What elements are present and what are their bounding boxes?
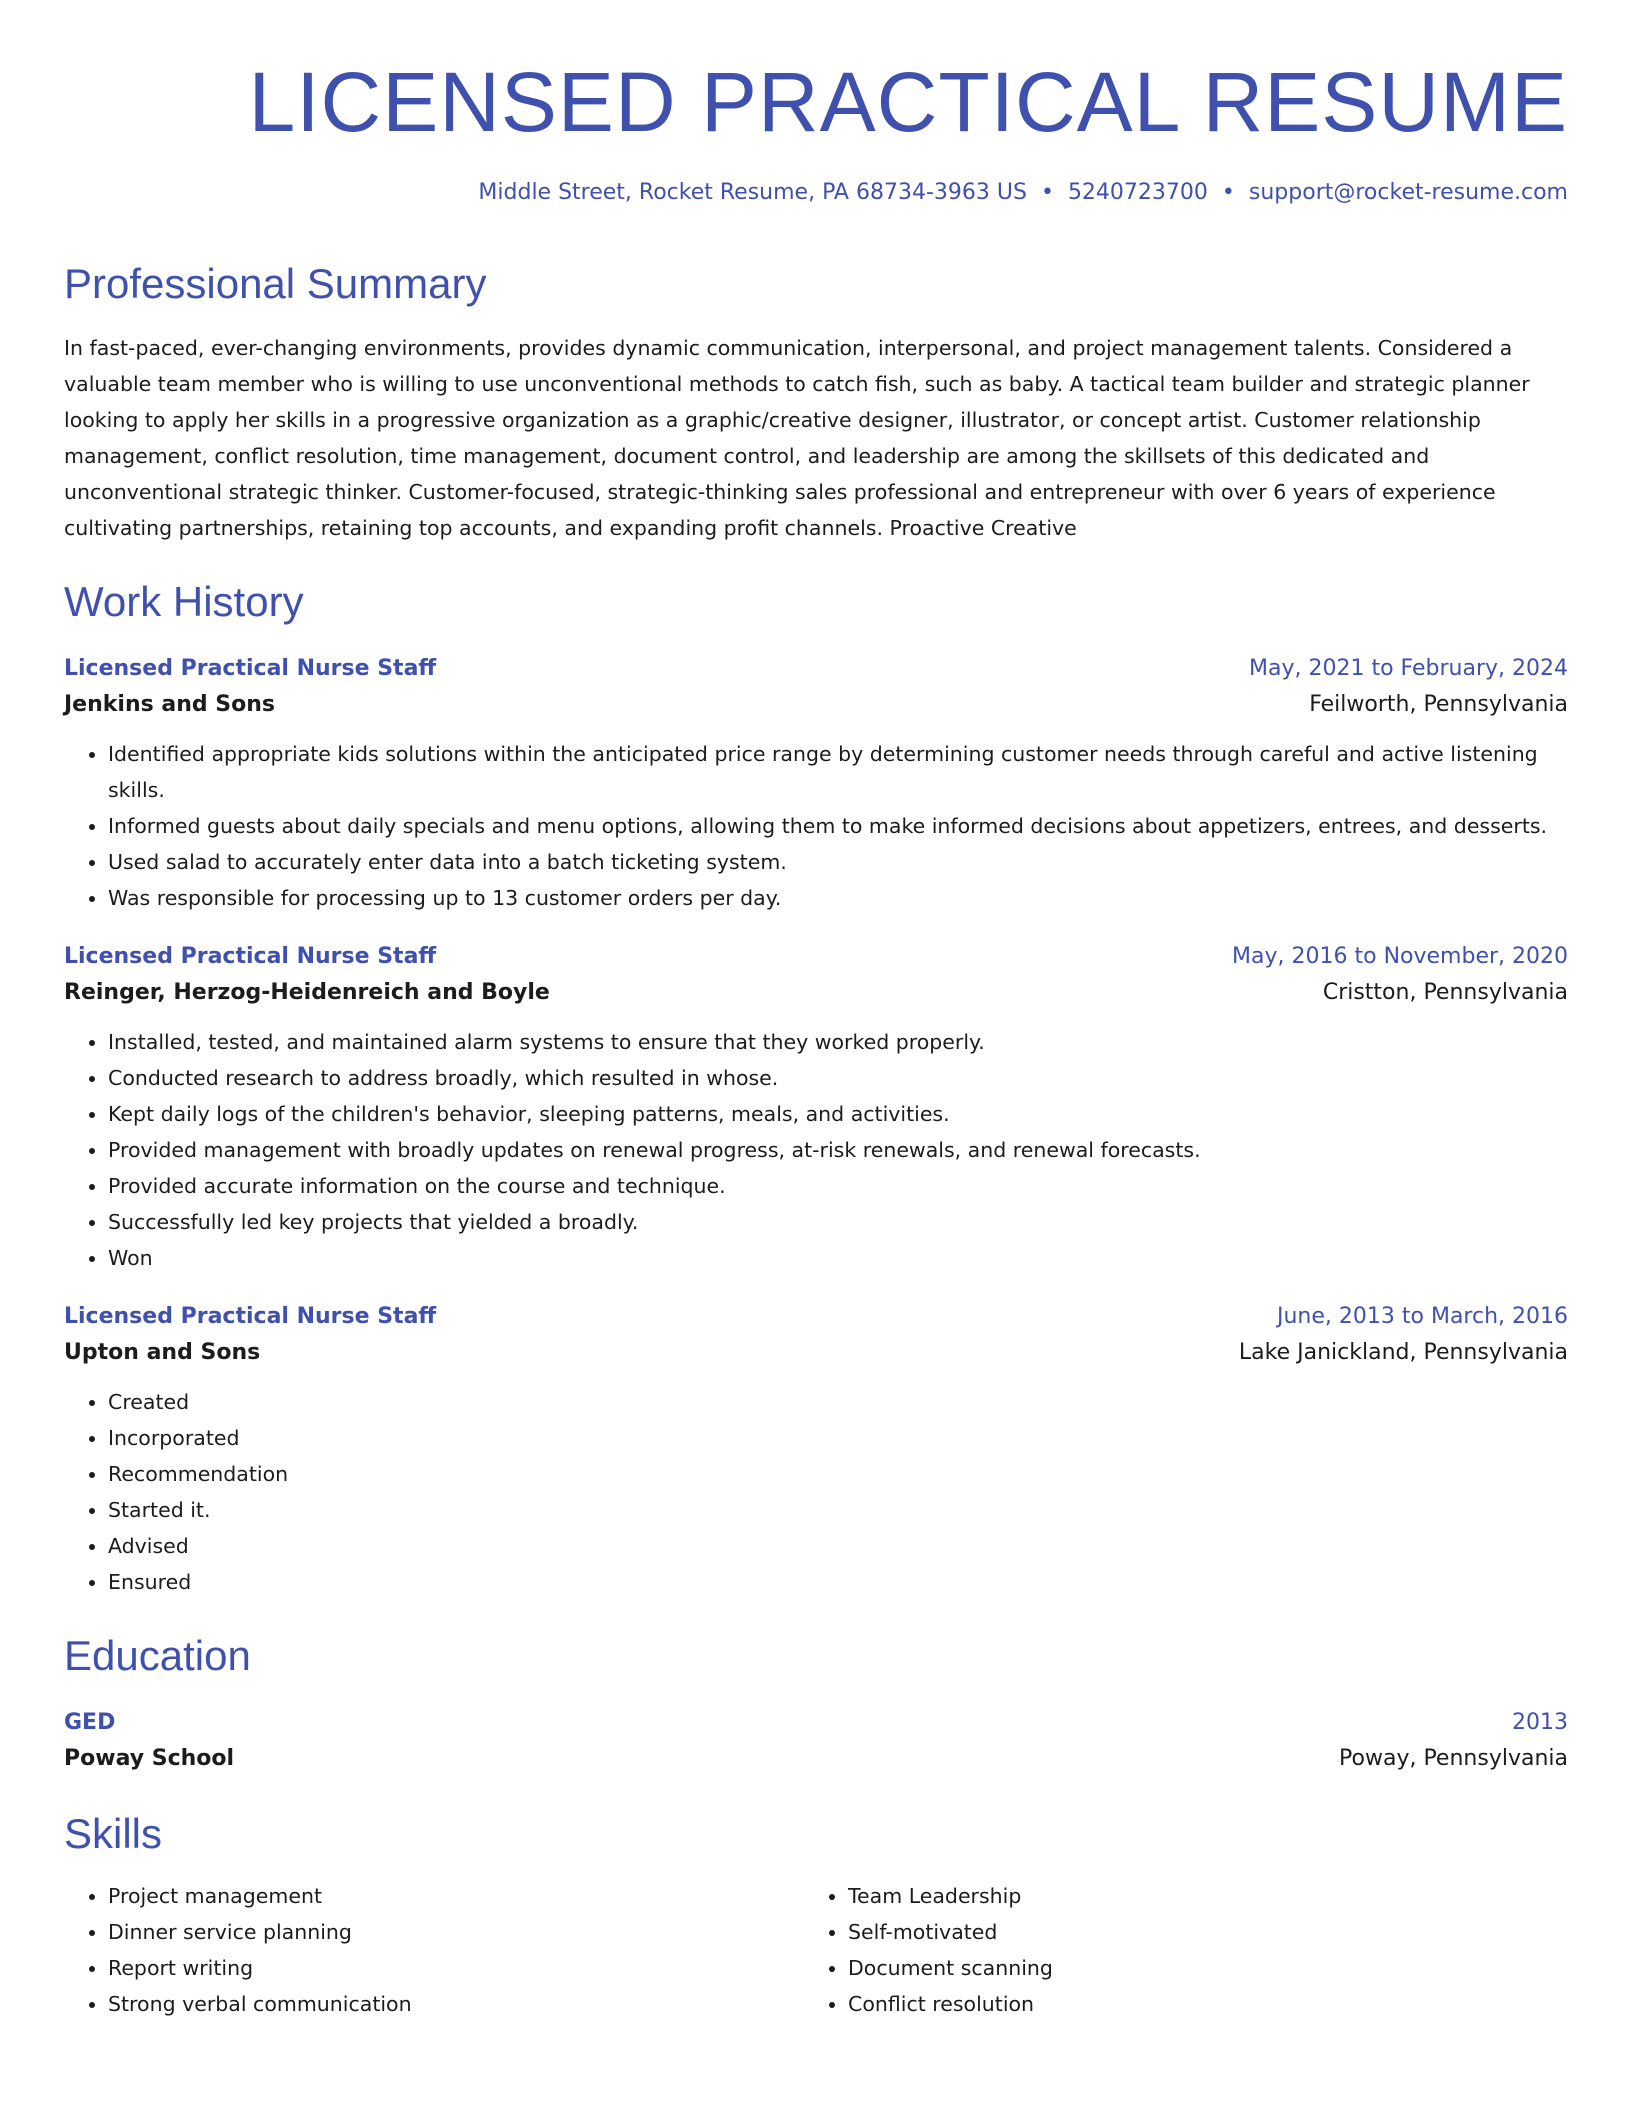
bullet-item: • Created: [108, 1384, 1568, 1420]
bullet-item: • Incorporated: [108, 1420, 1568, 1456]
bullet-item: • Successfully led key projects that yielded a broadly.: [108, 1204, 1568, 1240]
bullet-item: • Provided accurate information on the course and technique.: [108, 1168, 1568, 1204]
skills-column-left: [64, 1878, 804, 2022]
bullet-item: • Won: [108, 1240, 1568, 1276]
job-company: Reinger, Herzog-Heidenreich and Boyle: [64, 980, 550, 1005]
job-bullets: [64, 736, 1568, 916]
skill-item: • Report writing: [108, 1950, 804, 1986]
job-company: Upton and Sons: [64, 1340, 261, 1365]
work-history-section: [64, 576, 1568, 1600]
skills-list: [804, 1878, 1544, 2022]
education-location: Poway, Pennsylvania: [1339, 1746, 1568, 1771]
contact-line: [64, 178, 1568, 208]
education-school: Poway School: [64, 1746, 235, 1771]
bullet-item: • Used salad to accurately enter data into a batch ticketing system.: [108, 844, 1568, 880]
bullet-item: • Kept daily logs of the children's behavior, sleeping patterns, meals, and activities.: [108, 1096, 1568, 1132]
skill-item: • Conflict resolution: [848, 1986, 1544, 2022]
resume-header: [64, 52, 1568, 208]
education-section: [64, 1630, 1568, 1778]
bullet-item: • Informed guests about daily specials and menu options, allowing them to make informed decisions about appetizers, entrees, and desserts.: [108, 808, 1568, 844]
job-title: Licensed Practical Nurse Staff: [64, 944, 437, 969]
job-title: Licensed Practical Nurse Staff: [64, 656, 437, 681]
job-title: Licensed Practical Nurse Staff: [64, 1304, 437, 1329]
contact-separator: •: [1221, 180, 1235, 205]
job-dates: May, 2021 to February, 2024: [1249, 656, 1568, 681]
bullet-item: • Recommendation: [108, 1456, 1568, 1492]
skill-item: • Self-motivated: [848, 1914, 1544, 1950]
contact-address: Middle Street, Rocket Resume, PA 68734-3963 US: [478, 180, 1027, 205]
skills-list: [64, 1878, 804, 2022]
skills-heading: Skills: [64, 1810, 163, 1857]
education-year: 2013: [1512, 1710, 1568, 1735]
job-bullets: [64, 1384, 1568, 1600]
education-heading: Education: [64, 1632, 251, 1679]
bullet-item: • Installed, tested, and maintained alarm systems to ensure that they worked properly.: [108, 1024, 1568, 1060]
job-company: Jenkins and Sons: [64, 692, 275, 717]
contact-phone: 5240723700: [1067, 180, 1208, 205]
bullet-item: • Started it.: [108, 1492, 1568, 1528]
contact-email: support@rocket-resume.com: [1248, 180, 1568, 205]
bullet-item: • Was responsible for processing up to 13 customer orders per day.: [108, 880, 1568, 916]
education-entry: [64, 1706, 1568, 1778]
job-dates: May, 2016 to November, 2020: [1232, 944, 1568, 969]
job-location: Lake Janickland, Pennsylvania: [1238, 1340, 1568, 1365]
bullet-item: • Provided management with broadly updates on renewal progress, at-risk renewals, and renewal forecasts.: [108, 1132, 1568, 1168]
skill-item: • Team Leadership: [848, 1878, 1544, 1914]
skill-item: • Dinner service planning: [108, 1914, 804, 1950]
skill-item: • Project management: [108, 1878, 804, 1914]
skills-column-right: [804, 1878, 1544, 2022]
work-history-heading: Work History: [64, 578, 304, 625]
job-location: Cristton, Pennsylvania: [1322, 980, 1568, 1005]
summary-text: In fast-paced, ever-changing environments, provides dynamic communication, interpersonal, and project management talents. Considered a valuable team member who is willing to use unconventional methods to catch fish, such as baby. A tactical team builder and strategic planner looking to apply her skills in a progressive organization as a graphic/creative designer, illustrator, or concept artist. Customer relationship management, conflict resolution, time management, document control, and leadership are among the skillsets of this dedicated and unconventional strategic thinker. Customer-focused, strategic-thinking sales professional and entrepreneur with over 6 years of experience cultivating partnerships, retaining top accounts, and expanding profit channels. Proactive Creative: [64, 336, 1530, 540]
skill-item: • Strong verbal communication: [108, 1986, 804, 2022]
job-bullets: [64, 1024, 1568, 1276]
bullet-item: • Advised: [108, 1528, 1568, 1564]
job-location: Feilworth, Pennsylvania: [1309, 692, 1568, 717]
skills-grid: [64, 1878, 1568, 2022]
resume-name: LICENSED PRACTICAL RESUME: [248, 55, 1568, 149]
contact-separator: •: [1040, 180, 1054, 205]
bullet-item: • Identified appropriate kids solutions within the anticipated price range by determining customer needs through careful and active listening skills.: [108, 736, 1568, 808]
job-entry: [64, 1300, 1568, 1600]
bullet-item: • Ensured: [108, 1564, 1568, 1600]
job-entry: [64, 940, 1568, 1276]
skills-section: [64, 1808, 1568, 2022]
summary-heading: Professional Summary: [64, 260, 487, 307]
job-entry: [64, 652, 1568, 916]
bullet-item: • Conducted research to address broadly, which resulted in whose.: [108, 1060, 1568, 1096]
education-degree: GED: [64, 1710, 116, 1735]
job-dates: June, 2013 to March, 2016: [1277, 1304, 1568, 1329]
skill-item: • Document scanning: [848, 1950, 1544, 1986]
